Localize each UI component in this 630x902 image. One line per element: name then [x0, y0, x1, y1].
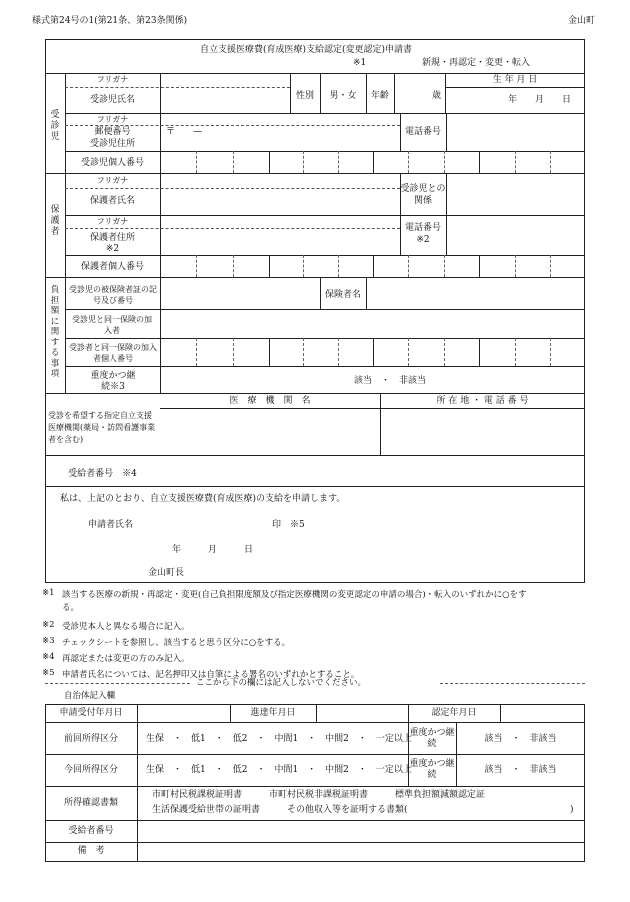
dob-label: 生 年 月 日: [492, 75, 538, 85]
office-recipient-label: 受給者番号: [68, 826, 114, 836]
patient-section-label: 受診児: [50, 110, 60, 142]
docs-label: 所得確認書類: [63, 798, 118, 808]
town-name: 金山町: [568, 16, 596, 26]
note-text: 再認定または変更の方のみ記入。: [62, 654, 190, 664]
guardian-phone-note: ※2: [416, 235, 430, 245]
recipient-number-label: 受給者番号 ※4: [68, 469, 137, 479]
seal-label: 印 ※5: [272, 520, 305, 530]
guardian-address-furigana: フリガナ: [96, 217, 129, 226]
guardian-furigana-label: フリガナ: [96, 176, 129, 185]
postal-label: 郵便番号: [94, 127, 131, 137]
note-2: [42, 620, 602, 636]
relation-label: 受診児との関係: [400, 184, 446, 206]
patient-phone-label: 電話番号: [404, 127, 441, 137]
guardian-name-label: 保護者氏名: [89, 196, 135, 206]
note-text: 該当する医療の新規・再認定・変更(自己負担限度額及び指定医療機関の変更認定の申請の場合)・転入のいずれかに○をす: [62, 590, 527, 600]
burden-section-label: 負担額に関する事項: [50, 285, 60, 379]
curr-income-options[interactable]: 生保 ・ 低1 ・ 低2 ・ 中間1 ・ 中間2 ・ 一定以上: [146, 765, 412, 775]
note-text: 申請者氏名については、記名押印又は自筆による署名のいずれかとすること。: [62, 670, 360, 680]
sex-label: 性別: [295, 91, 314, 101]
remarks-label: 備 考: [77, 846, 105, 856]
approved-date-label: 認定年月日: [431, 708, 477, 718]
title-note: ※1: [353, 58, 367, 68]
note-mark: ※3: [42, 636, 55, 646]
note-3: [42, 636, 602, 652]
prev-income-options[interactable]: 生保 ・ 低1 ・ 低2 ・ 中間1 ・ 中間2 ・ 一定以上: [146, 734, 412, 744]
dob-value[interactable]: 年 月 日: [508, 95, 572, 105]
progress-date-label: 進達年月日: [250, 708, 296, 718]
facility-col-address: 所 在 地 ・ 電 話 番 号: [436, 396, 529, 406]
note-mark: ※5: [42, 668, 55, 678]
note-mark: ※4: [42, 652, 55, 662]
guardian-phone-label: 電話番号: [404, 223, 441, 233]
declaration-date[interactable]: 年 月 日: [172, 545, 254, 555]
note-1: [42, 588, 602, 601]
note-4: [42, 652, 602, 668]
same-insured-id-label: 受診者と同一保険の加入者個人番号: [69, 343, 157, 363]
office-table: [45, 704, 585, 862]
office-divider-text: ここから下の欄には記入しないでください。: [196, 678, 367, 688]
postal-code[interactable]: 〒 —: [166, 127, 203, 137]
curr-income-label: 今回所得区分: [63, 765, 118, 775]
docs-line-1[interactable]: 市町村民税課税証明書 市町村民税非課税証明書 標準負担額減額認定証: [152, 790, 486, 800]
patient-name-label: 受診児氏名: [89, 95, 135, 105]
mayor-label: 金山町長: [148, 568, 185, 578]
patient-address-furigana: フリガナ: [96, 115, 129, 124]
guardian-id-label: 保護者個人番号: [80, 262, 144, 272]
note-mark: ※1: [42, 588, 55, 598]
form-title: 自立支援医療費(育成医療)支給認定(変更認定)申請書: [200, 45, 413, 55]
notes: [42, 588, 602, 684]
age-label: 年齢: [370, 91, 389, 101]
facility-col-name: 医 療 機 関 名: [229, 396, 311, 406]
prev-severe-label: 重度かつ継続: [409, 728, 455, 749]
facility-label: 受診を希望する指定自立支援医療機関(薬局・訪問看護事業者を含む): [48, 411, 156, 444]
note-mark: [42, 601, 62, 620]
prev-severe-value[interactable]: 該当 ・ 非該当: [484, 734, 557, 744]
curr-severe-label: 重度かつ継続: [409, 759, 455, 780]
severe-value[interactable]: 該当 ・ 非該当: [353, 376, 426, 386]
insurer-label: 保険者名: [324, 290, 361, 300]
guardian-section-label: 保護者: [50, 205, 60, 237]
guardian-address-note: ※2: [105, 244, 120, 254]
age-unit: 歳: [432, 91, 442, 101]
sex-value[interactable]: 男・女: [329, 91, 357, 101]
application-kinds[interactable]: 新規・再認定・変更・転入: [422, 58, 531, 68]
received-date-label: 申請受付年月日: [59, 708, 123, 718]
patient-address-label: 受診児住所: [89, 139, 135, 149]
prev-income-label: 前回所得区分: [63, 734, 118, 744]
guardian-address-label: 保護者住所: [89, 233, 135, 243]
applicant-name-label: 申請者氏名: [88, 520, 134, 530]
office-heading: 自治体記入欄: [64, 691, 116, 701]
declaration-text: 私は、上記のとおり、自立支援医療費(育成医療)の支給を申請します。: [60, 494, 346, 504]
same-insured-label: 受診児と同一保険の加入者: [72, 315, 152, 335]
note-text: る。: [62, 603, 80, 613]
curr-severe-value[interactable]: 該当 ・ 非該当: [484, 765, 557, 775]
note-mark: ※2: [42, 620, 55, 630]
insurance-number-label: 受診児の被保険者証の記号及び番号: [69, 285, 157, 305]
patient-furigana-label: フリガナ: [96, 75, 129, 84]
note-text: チェックシートを参照し、該当すると思う区分に○をする。: [62, 638, 291, 648]
note-text: 受診児本人と異なる場合に記入。: [62, 622, 190, 632]
form-number: 様式第24号の1(第21条、第23条関係): [32, 16, 188, 26]
note-1-cont: [42, 601, 602, 620]
patient-id-label: 受診児個人番号: [80, 158, 144, 168]
docs-line-2[interactable]: 生活保護受給世帯の証明書 その他収入等を証明する書類(: [152, 805, 408, 815]
severe-label: 重度かつ継続※3: [90, 371, 136, 392]
docs-close-paren: ): [570, 805, 574, 815]
